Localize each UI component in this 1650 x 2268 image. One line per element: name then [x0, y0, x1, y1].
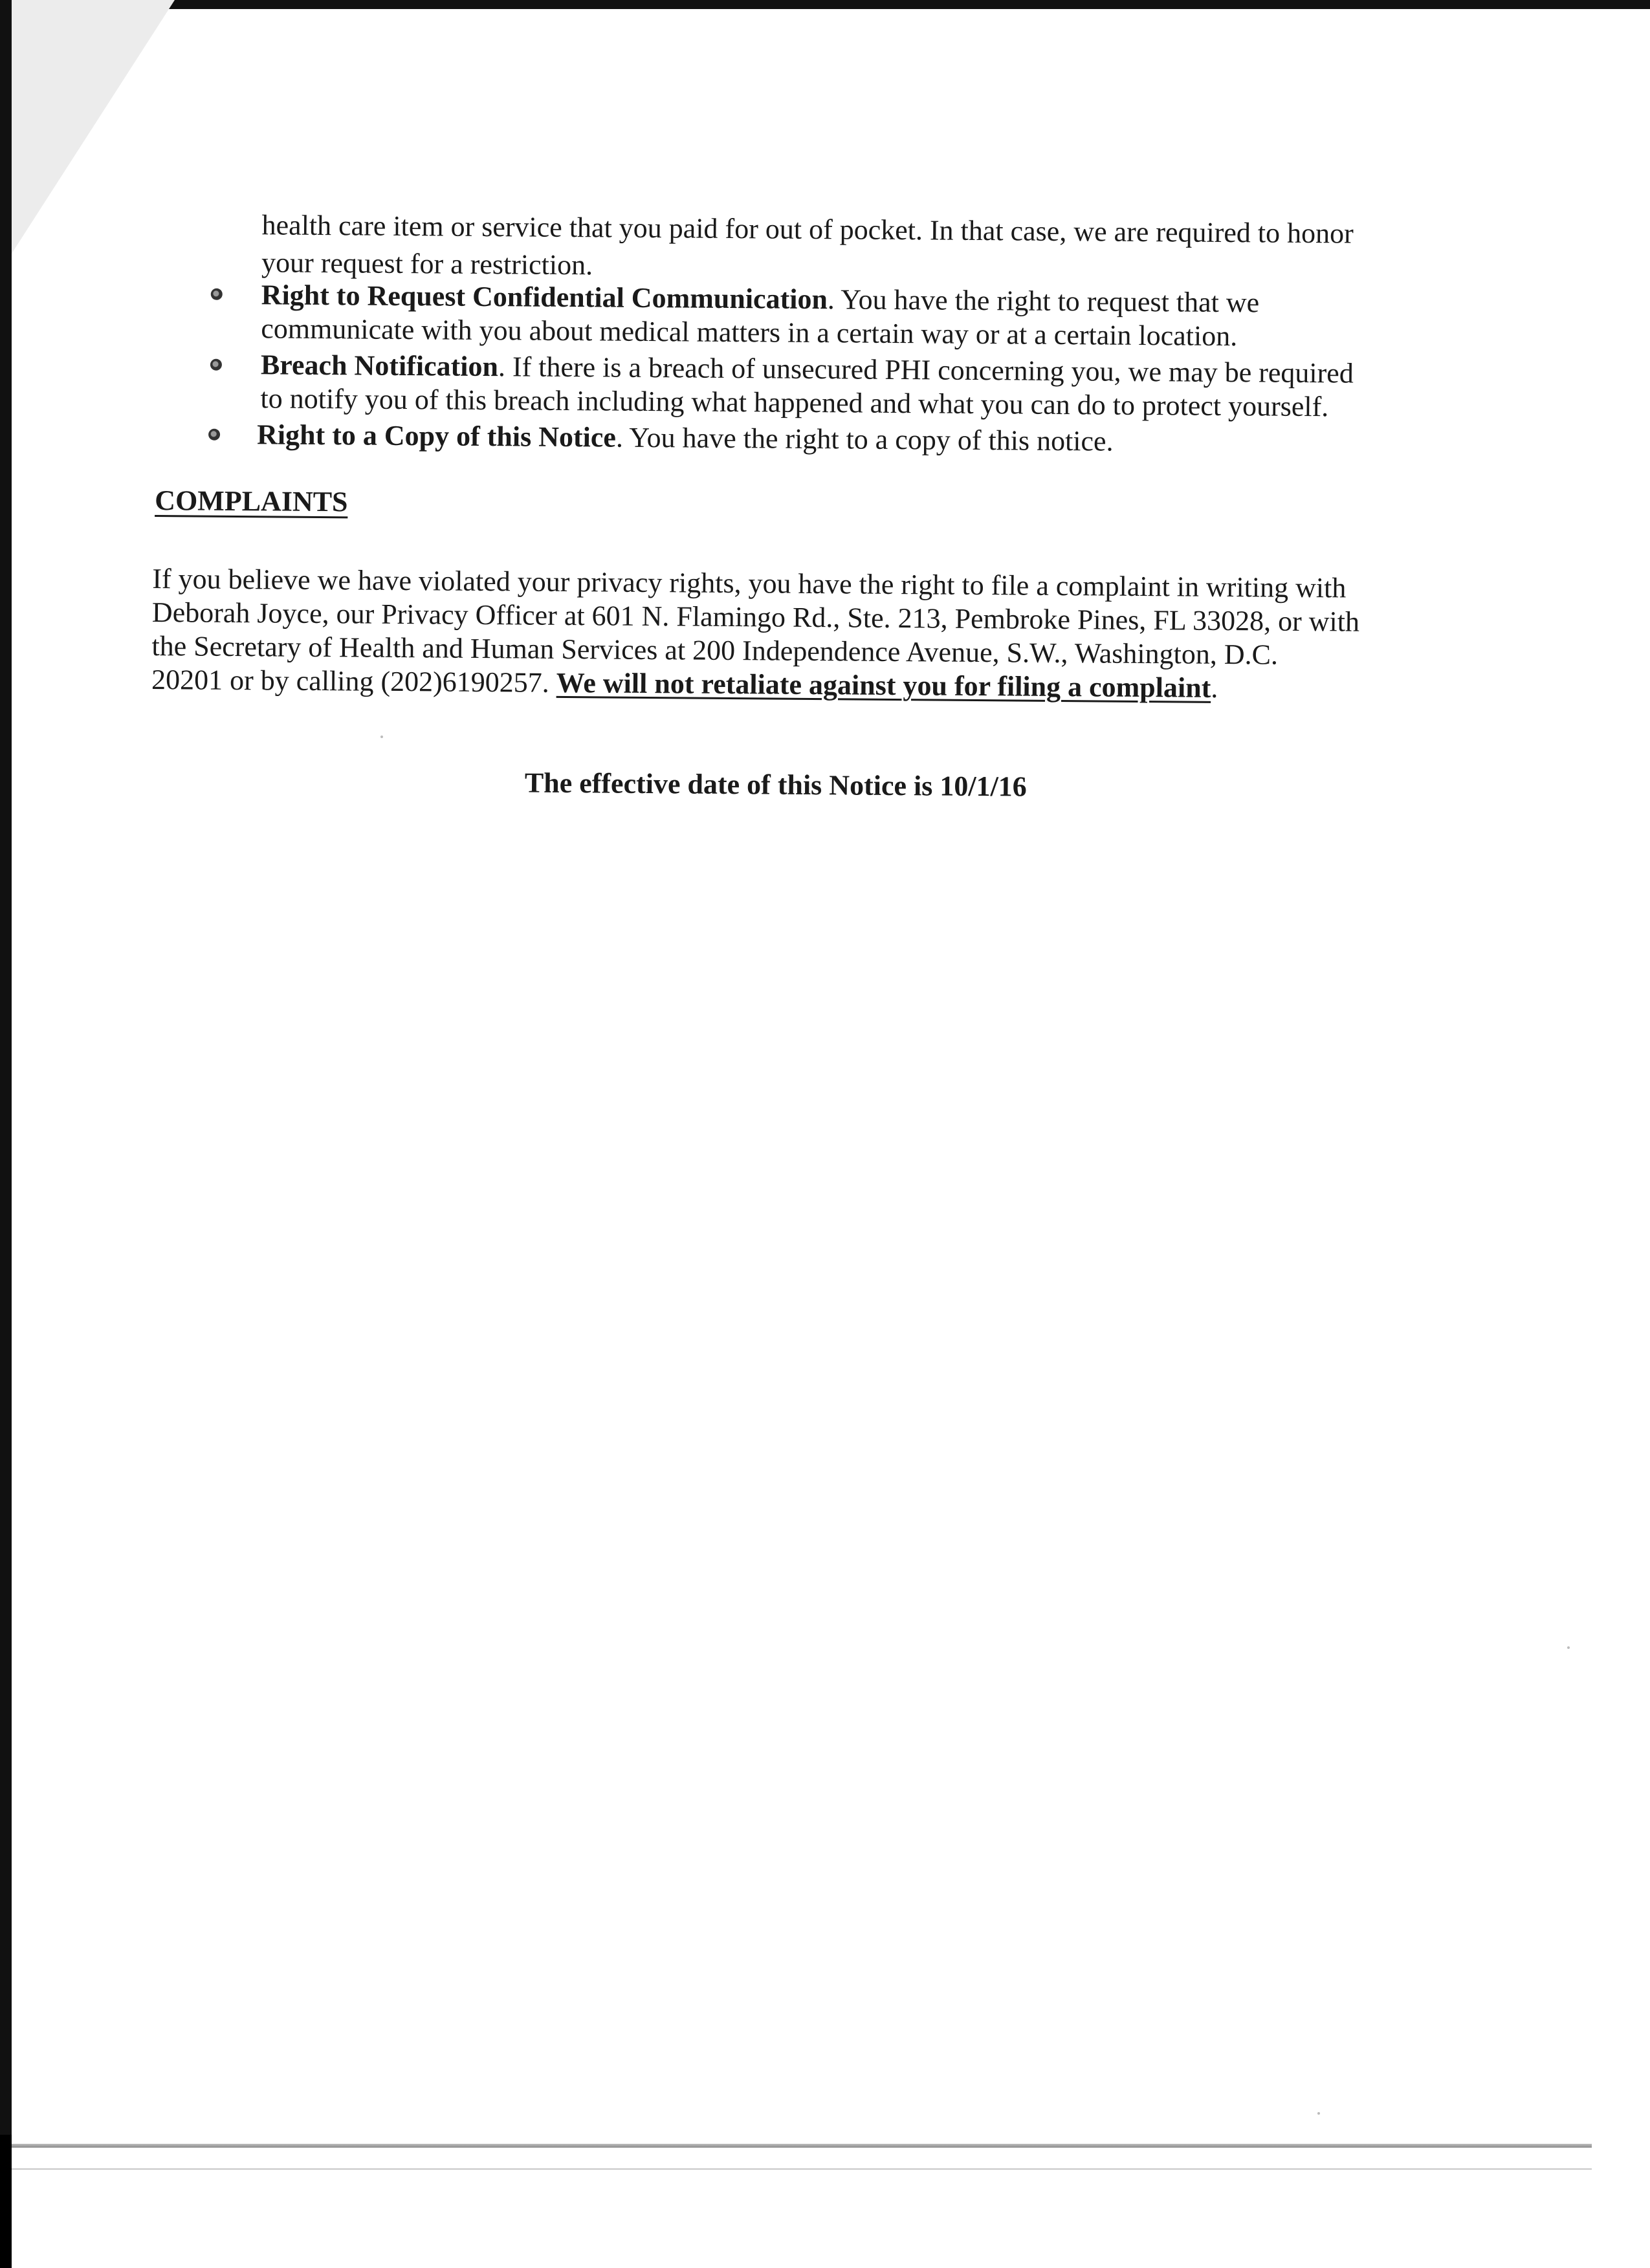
- rights-item-2-line-2: to notify you of this breach including what happened and what you can do to protect yourself.: [260, 382, 1329, 423]
- scan-border-bottom-left: [0, 2135, 12, 2268]
- scan-edge-line: [0, 2144, 1592, 2148]
- complaints-line-4: [151, 664, 1218, 704]
- rights-item-1-text: . You have the right to request that we: [827, 283, 1260, 319]
- complaints-heading: COMPLAINTS: [155, 485, 348, 518]
- scan-speck: [380, 736, 383, 738]
- rights-item-3-line-1: [257, 419, 1114, 457]
- complaints-line-1: If you believe we have violated your privacy rights, you have the right to file a complaint in writing with: [152, 562, 1347, 604]
- continuation-line-1: health care item or service that you paid for out of pocket. In that case, we are required to honor: [261, 209, 1354, 250]
- scan-speck: [1567, 1646, 1570, 1649]
- rights-item-2-title: Breach Notification: [260, 349, 499, 383]
- scan-speck: [1317, 2112, 1320, 2115]
- rights-item-1-title: Right to Request Confidential Communication: [261, 279, 828, 316]
- rights-item-1-line-2: communicate with you about medical matters in a certain way or at a certain location.: [261, 312, 1238, 353]
- continuation-line-2: your request for a restriction.: [261, 246, 593, 281]
- bullet-icon: [211, 289, 223, 300]
- complaints-line-4-start: 20201 or by calling (202)6190257.: [151, 663, 556, 699]
- no-retaliation-statement: We will not retaliate against you for filing a complaint: [556, 666, 1211, 704]
- rights-item-3-title: Right to a Copy of this Notice: [256, 419, 617, 453]
- bullet-icon: [208, 429, 220, 441]
- rights-item-1-line-1: [261, 279, 1260, 319]
- scan-border-top: [0, 0, 1650, 9]
- scan-folded-corner: [0, 0, 175, 272]
- complaints-line-3: the Secretary of Health and Human Services at 200 Independence Avenue, S.W., Washington, D.C.: [151, 629, 1279, 671]
- complaints-line-4-end: .: [1211, 671, 1218, 704]
- effective-date: The effective date of this Notice is 10/1/16: [524, 767, 1027, 803]
- scan-edge-line-faint: [0, 2168, 1592, 2170]
- bullet-icon: [210, 359, 222, 371]
- complaints-line-2: Deborah Joyce, our Privacy Officer at 601 N. Flamingo Rd., Ste. 213, Pembroke Pines, FL 33028, or with: [151, 596, 1360, 638]
- rights-item-3-text: . You have the right to a copy of this notice.: [615, 421, 1114, 457]
- rights-item-2-text: . If there is a breach of unsecured PHI concerning you, we may be required: [498, 351, 1354, 389]
- scan-border-left: [0, 0, 12, 2268]
